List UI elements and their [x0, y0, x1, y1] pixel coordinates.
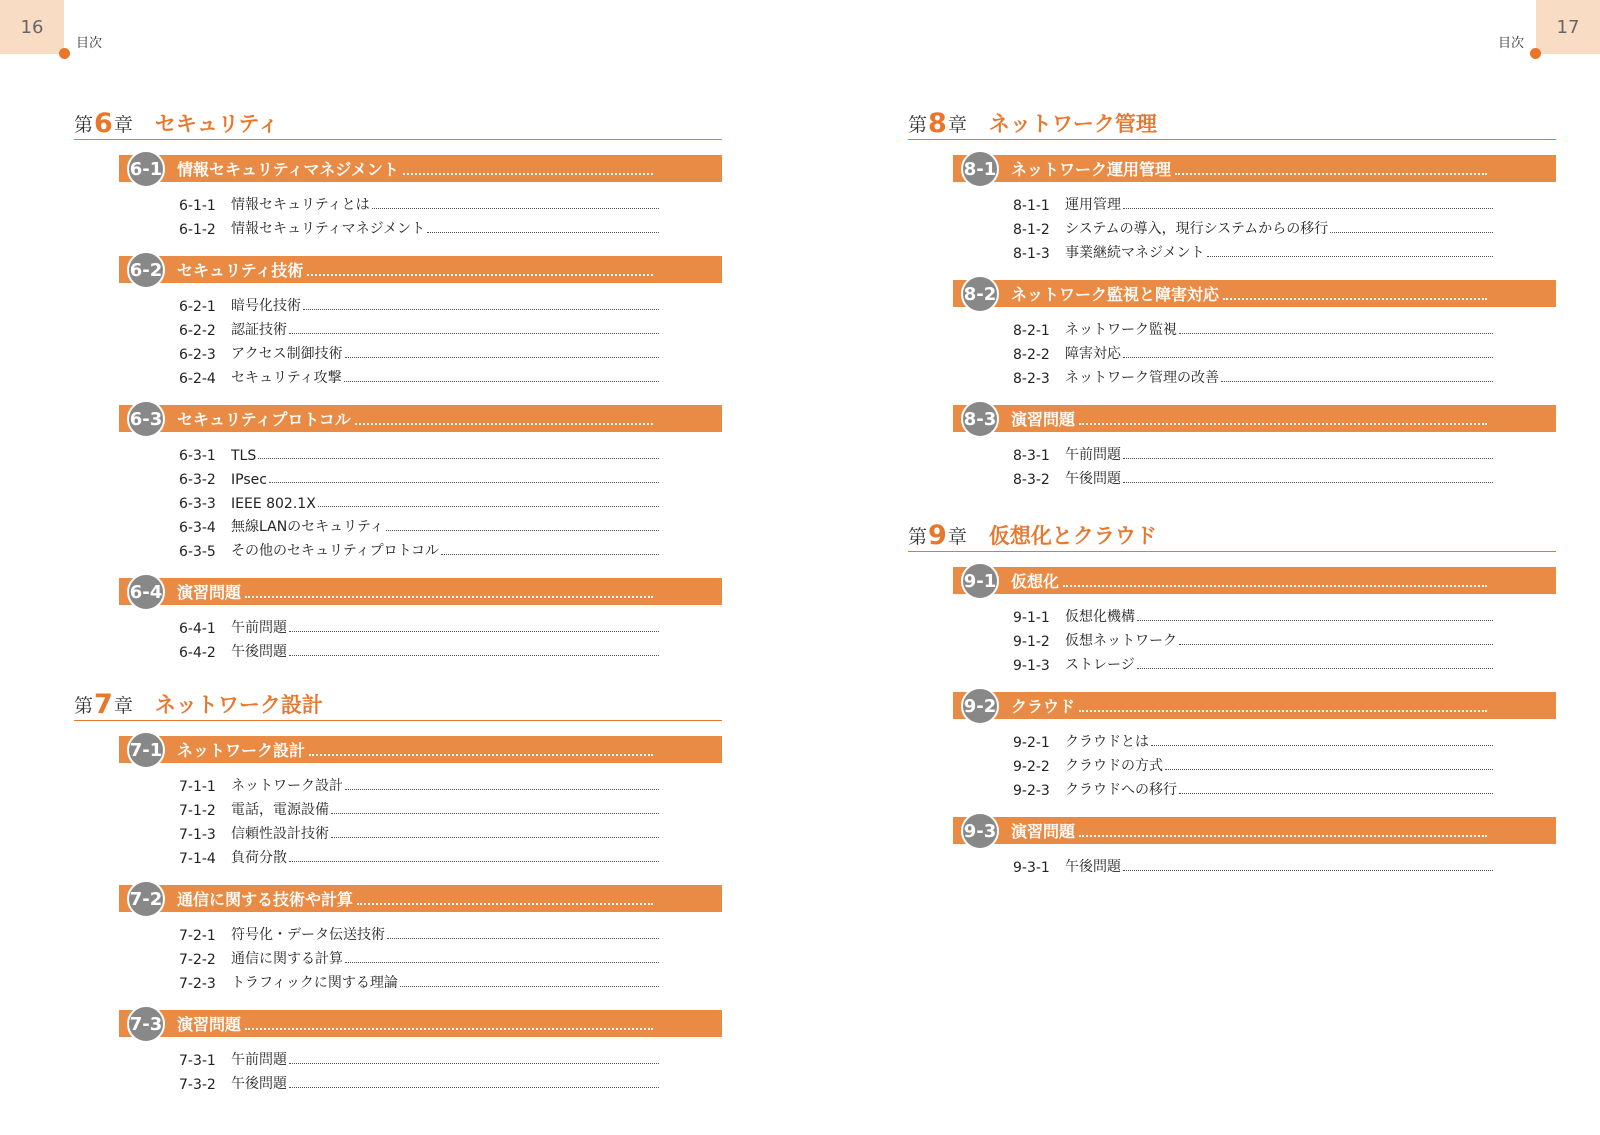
toc-entry[interactable]	[1013, 602, 1493, 626]
dot-leader	[1137, 620, 1493, 621]
chapter-prefix: 第	[908, 114, 928, 136]
page-number-tab	[1536, 0, 1600, 54]
dot-leader	[289, 333, 659, 334]
toc-section	[953, 692, 1556, 799]
section-title-line	[1011, 282, 1491, 305]
entry-number: 8-1-1	[1013, 198, 1050, 214]
entry-title: 情報セキュリティとは	[231, 197, 370, 213]
chapter-7	[74, 684, 722, 1093]
section-title-line	[177, 1012, 657, 1035]
entry-number: 6-3-5	[179, 544, 216, 560]
entry-number: 7-2-2	[179, 952, 216, 968]
entry-title: 午後問題	[231, 644, 287, 660]
entry-number: 9-2-3	[1013, 783, 1050, 799]
chapter-heading	[74, 684, 722, 721]
toc-entry-list	[1013, 440, 1493, 488]
toc-entry-list	[1013, 602, 1493, 674]
chapter-title: セキュリティ	[154, 112, 279, 136]
section-number-badge: 6-3	[127, 400, 165, 438]
section-bar[interactable]	[119, 405, 722, 432]
entry-title: 符号化・データ伝送技術	[231, 927, 385, 943]
section-number-badge: 8-3	[961, 400, 999, 438]
entry-title: 障害対応	[1065, 346, 1121, 362]
entry-number: 8-2-1	[1013, 323, 1050, 339]
section-number-badge: 6-4	[127, 573, 165, 611]
dot-leader	[1079, 819, 1487, 837]
dot-leader	[1079, 407, 1487, 425]
toc-entry[interactable]	[179, 819, 659, 843]
section-title: 通信に関する技術や計算	[177, 890, 354, 909]
dot-leader	[1330, 232, 1493, 233]
dot-leader	[1151, 745, 1493, 746]
section-bar[interactable]	[119, 885, 722, 912]
entry-number: 6-2-2	[179, 323, 216, 339]
dot-leader	[258, 458, 659, 459]
dot-leader	[269, 482, 659, 483]
page-dot-marker	[59, 48, 70, 59]
entry-title: 午後問題	[1065, 859, 1121, 875]
toc-entry[interactable]	[1013, 214, 1493, 238]
entry-number: 8-2-3	[1013, 371, 1050, 387]
toc-entry[interactable]	[179, 291, 659, 315]
dot-leader	[1079, 694, 1487, 712]
chapter-heading	[908, 103, 1556, 140]
section-bar[interactable]	[953, 567, 1556, 594]
entry-number: 8-1-3	[1013, 246, 1050, 262]
entry-title: 仮想化機構	[1065, 609, 1135, 625]
chapter-title: ネットワーク管理	[988, 112, 1157, 136]
entry-title: 暗号化技術	[231, 298, 301, 314]
entry-title: 認証技術	[231, 322, 287, 338]
entry-number: 7-3-2	[179, 1077, 216, 1093]
entry-number: 8-1-2	[1013, 222, 1050, 238]
entry-number: 6-4-1	[179, 621, 216, 637]
toc-entry-list	[1013, 190, 1493, 262]
section-title-line	[177, 407, 657, 430]
page-number: 17	[1556, 16, 1580, 38]
entry-number: 7-1-4	[179, 851, 216, 867]
toc-section	[953, 155, 1556, 262]
dot-leader	[1175, 157, 1487, 175]
toc-entry-list	[179, 771, 659, 867]
dot-leader	[1123, 208, 1493, 209]
dot-leader	[309, 738, 653, 756]
toc-entry[interactable]	[179, 968, 659, 992]
section-title-line	[1011, 407, 1491, 430]
entry-number: 9-3-1	[1013, 860, 1050, 876]
entry-number: 8-3-1	[1013, 448, 1050, 464]
dot-leader	[289, 1087, 659, 1088]
chapter-number: 6	[94, 108, 113, 139]
chapter-6	[74, 103, 722, 661]
entry-number: 7-1-2	[179, 803, 216, 819]
entry-title: 信頼性設計技術	[231, 826, 329, 842]
section-bar[interactable]	[119, 256, 722, 283]
dot-leader	[331, 837, 659, 838]
toc-entry[interactable]	[179, 190, 659, 214]
toc-entry[interactable]	[179, 339, 659, 363]
entry-title: トラフィックに関する理論	[231, 975, 398, 991]
toc-section	[953, 567, 1556, 674]
entry-number: 7-2-1	[179, 928, 216, 944]
toc-entry[interactable]	[1013, 238, 1493, 262]
dot-leader	[1137, 668, 1493, 669]
toc-section	[953, 280, 1556, 387]
right-page	[800, 0, 1600, 1135]
toc-section	[119, 1010, 722, 1093]
section-number-badge: 7-3	[127, 1005, 165, 1043]
entry-title: 負荷分散	[231, 850, 287, 866]
section-bar[interactable]	[119, 578, 722, 605]
section-number-badge: 7-1	[127, 731, 165, 769]
dot-leader	[372, 208, 659, 209]
dot-leader	[1179, 644, 1493, 645]
section-number-badge: 8-2	[961, 275, 999, 313]
toc-entry-list	[1013, 315, 1493, 387]
section-number-badge: 6-1	[127, 150, 165, 188]
dot-leader	[1123, 357, 1493, 358]
dot-leader	[1179, 333, 1493, 334]
section-title-line	[1011, 569, 1491, 592]
chapter-suffix: 章	[947, 526, 967, 548]
toc-entry[interactable]	[1013, 363, 1493, 387]
chapter-heading	[908, 515, 1556, 552]
chapter-8	[908, 103, 1556, 488]
section-bar[interactable]	[953, 817, 1556, 844]
toc-entry[interactable]	[1013, 339, 1493, 363]
toc-entry-list	[179, 291, 659, 387]
dot-leader	[331, 813, 659, 814]
page-number-tab	[0, 0, 64, 54]
toc-entry[interactable]	[179, 944, 659, 968]
toc-entry[interactable]	[179, 1069, 659, 1093]
toc-entry[interactable]	[1013, 727, 1493, 751]
section-title-line	[177, 580, 657, 603]
section-title: ネットワーク運用管理	[1011, 160, 1172, 179]
entry-number: 9-2-2	[1013, 759, 1050, 775]
entry-number: 6-2-4	[179, 371, 216, 387]
toc-entry[interactable]	[1013, 440, 1493, 464]
toc-entry-list	[179, 613, 659, 661]
entry-title: 仮想ネットワーク	[1065, 633, 1177, 649]
entry-title: 情報セキュリティマネジメント	[231, 221, 426, 237]
section-title: 演習問題	[177, 1015, 242, 1034]
toc-entry-list	[179, 190, 659, 238]
entry-title: アクセス制御技術	[231, 346, 343, 362]
toc-entry[interactable]	[179, 795, 659, 819]
toc-entry[interactable]	[179, 440, 659, 464]
section-title-line	[177, 157, 657, 180]
entry-title: 事業継続マネジメント	[1065, 245, 1205, 261]
toc-entry[interactable]	[179, 536, 659, 560]
section-title: クラウド	[1011, 697, 1076, 716]
toc-entry[interactable]	[1013, 751, 1493, 775]
chapter-number: 8	[928, 108, 947, 139]
toc-section	[119, 256, 722, 387]
entry-title: その他のセキュリティプロトコル	[231, 543, 440, 559]
entry-title: 午後問題	[1065, 471, 1121, 487]
dot-leader	[318, 506, 659, 507]
toc-section	[119, 736, 722, 867]
dot-leader	[355, 407, 653, 425]
entry-number: 6-3-2	[179, 472, 216, 488]
toc-entry-list	[179, 440, 659, 560]
toc-entry-list	[179, 920, 659, 992]
section-bar[interactable]	[953, 280, 1556, 307]
section-title-line	[1011, 819, 1491, 842]
toc-entry[interactable]	[179, 771, 659, 795]
section-title: ネットワーク監視と障害対応	[1011, 285, 1220, 304]
entry-title: 午前問題	[1065, 447, 1121, 463]
toc-section	[119, 578, 722, 661]
dot-leader	[245, 1012, 653, 1030]
entry-number: 7-3-1	[179, 1053, 216, 1069]
entry-number: 7-1-1	[179, 779, 216, 795]
entry-title: ネットワーク監視	[1065, 322, 1177, 338]
toc-section	[119, 155, 722, 238]
section-title: ネットワーク設計	[177, 741, 306, 760]
section-title-line	[177, 887, 657, 910]
page-number: 16	[20, 16, 44, 38]
dot-leader	[289, 631, 659, 632]
toc-entry[interactable]	[179, 512, 659, 536]
dot-leader	[1123, 870, 1493, 871]
section-bar[interactable]	[953, 692, 1556, 719]
entry-title: TLS	[231, 448, 257, 464]
dot-leader	[386, 530, 659, 531]
chapter-suffix: 章	[113, 695, 133, 717]
chapter-prefix: 第	[74, 114, 94, 136]
section-number-badge: 9-3	[961, 812, 999, 850]
dot-leader	[345, 789, 659, 790]
entry-title: セキュリティ攻撃	[231, 370, 342, 386]
dot-leader	[427, 232, 659, 233]
toc-entry[interactable]	[1013, 315, 1493, 339]
page-dot-marker	[1530, 48, 1541, 59]
chapter-number: 9	[928, 520, 947, 551]
dot-leader	[400, 986, 659, 987]
section-title: セキュリティプロトコル	[177, 410, 351, 429]
toc-entry[interactable]	[179, 637, 659, 661]
entry-number: 7-2-3	[179, 976, 216, 992]
toc-entry[interactable]	[179, 315, 659, 339]
toc-entry[interactable]	[1013, 464, 1493, 488]
dot-leader	[1123, 458, 1493, 459]
dot-leader	[1207, 256, 1493, 257]
section-bar[interactable]	[119, 1010, 722, 1037]
dot-leader	[1123, 482, 1493, 483]
dot-leader	[387, 938, 659, 939]
toc-entry[interactable]	[179, 843, 659, 867]
toc-entry[interactable]	[179, 1045, 659, 1069]
dot-leader	[1221, 381, 1493, 382]
dot-leader	[289, 1063, 659, 1064]
running-head: 目次	[1497, 36, 1524, 51]
dot-leader	[303, 309, 659, 310]
section-bar[interactable]	[953, 405, 1556, 432]
entry-number: 9-1-2	[1013, 634, 1050, 650]
chapter-suffix: 章	[947, 114, 967, 136]
dot-leader	[1063, 569, 1487, 587]
dot-leader	[307, 258, 653, 276]
section-title-line	[177, 738, 657, 761]
section-title: 情報セキュリティマネジメント	[177, 160, 399, 179]
toc-entry[interactable]	[179, 363, 659, 387]
chapter-suffix: 章	[113, 114, 133, 136]
chapter-title: ネットワーク設計	[154, 693, 323, 717]
toc-entry[interactable]	[179, 920, 659, 944]
toc-entry[interactable]	[179, 214, 659, 238]
entry-title: クラウドへの移行	[1065, 782, 1177, 798]
entry-number: 6-1-2	[179, 222, 216, 238]
section-title: 演習問題	[177, 583, 242, 602]
dot-leader	[345, 962, 659, 963]
dot-leader	[1165, 769, 1493, 770]
dot-leader	[1179, 793, 1493, 794]
entry-title: 無線LANのセキュリティ	[231, 519, 384, 535]
toc-entry[interactable]	[1013, 775, 1493, 799]
section-number-badge: 9-2	[961, 687, 999, 725]
entry-number: 9-1-1	[1013, 610, 1050, 626]
entry-number: 7-1-3	[179, 827, 216, 843]
entry-title: 通信に関する計算	[231, 951, 343, 967]
dot-leader	[1223, 282, 1487, 300]
entry-number: 6-1-1	[179, 198, 216, 214]
entry-title: ネットワーク管理の改善	[1065, 370, 1219, 386]
entry-number: 6-3-1	[179, 448, 216, 464]
toc-entry[interactable]	[1013, 852, 1493, 876]
toc-section	[953, 817, 1556, 876]
entry-number: 6-3-3	[179, 496, 216, 512]
chapter-number: 7	[94, 689, 113, 720]
entry-number: 9-2-1	[1013, 735, 1050, 751]
chapter-heading	[74, 103, 722, 140]
section-number-badge: 7-2	[127, 880, 165, 918]
dot-leader	[357, 887, 653, 905]
dot-leader	[403, 157, 653, 175]
toc-entry[interactable]	[179, 464, 659, 488]
toc-section	[953, 405, 1556, 488]
section-title-line	[177, 258, 657, 281]
entry-title: ストレージ	[1065, 657, 1135, 673]
section-title: セキュリティ技術	[177, 261, 304, 280]
section-number-badge: 6-2	[127, 251, 165, 289]
running-head: 目次	[76, 36, 103, 51]
section-title: 演習問題	[1011, 822, 1076, 841]
entry-title: クラウドの方式	[1065, 758, 1163, 774]
dot-leader	[344, 381, 659, 382]
entry-title: クラウドとは	[1065, 734, 1149, 750]
entry-title: IPsec	[231, 472, 267, 488]
dot-leader	[289, 861, 659, 862]
entry-title: 運用管理	[1065, 197, 1121, 213]
entry-title: 電話，電源設備	[231, 802, 329, 818]
entry-number: 6-4-2	[179, 645, 216, 661]
toc-entry[interactable]	[1013, 190, 1493, 214]
entry-number: 6-2-1	[179, 299, 216, 315]
toc-section	[119, 885, 722, 992]
toc-entry[interactable]	[1013, 626, 1493, 650]
entry-title: IEEE 802.1X	[231, 496, 316, 512]
entry-number: 6-2-3	[179, 347, 216, 363]
toc-entry-list	[1013, 852, 1493, 876]
section-title-line	[1011, 157, 1491, 180]
entry-title: 午後問題	[231, 1076, 287, 1092]
chapter-prefix: 第	[908, 526, 928, 548]
dot-leader	[289, 655, 659, 656]
dot-leader	[245, 580, 653, 598]
section-number-badge: 8-1	[961, 150, 999, 188]
toc-entry[interactable]	[1013, 650, 1493, 674]
toc-section	[119, 405, 722, 560]
dot-leader	[345, 357, 659, 358]
dot-leader	[441, 554, 659, 555]
toc-entry[interactable]	[179, 613, 659, 637]
entry-title: 午前問題	[231, 620, 287, 636]
entry-number: 6-3-4	[179, 520, 216, 536]
toc-entry-list	[179, 1045, 659, 1093]
section-bar[interactable]	[953, 155, 1556, 182]
entry-number: 9-1-3	[1013, 658, 1050, 674]
section-bar[interactable]	[119, 155, 722, 182]
chapter-9	[908, 515, 1556, 876]
section-title-line	[1011, 694, 1491, 717]
chapter-prefix: 第	[74, 695, 94, 717]
entry-number: 8-3-2	[1013, 472, 1050, 488]
section-bar[interactable]	[119, 736, 722, 763]
entry-title: システムの導入，現行システムからの移行	[1065, 221, 1329, 237]
toc-entry-list	[1013, 727, 1493, 799]
entry-title: 午前問題	[231, 1052, 287, 1068]
toc-entry[interactable]	[179, 488, 659, 512]
chapter-title: 仮想化とクラウド	[988, 524, 1157, 548]
section-title: 仮想化	[1011, 572, 1060, 591]
section-title: 演習問題	[1011, 410, 1076, 429]
entry-title: ネットワーク設計	[231, 778, 343, 794]
section-number-badge: 9-1	[961, 562, 999, 600]
entry-number: 8-2-2	[1013, 347, 1050, 363]
